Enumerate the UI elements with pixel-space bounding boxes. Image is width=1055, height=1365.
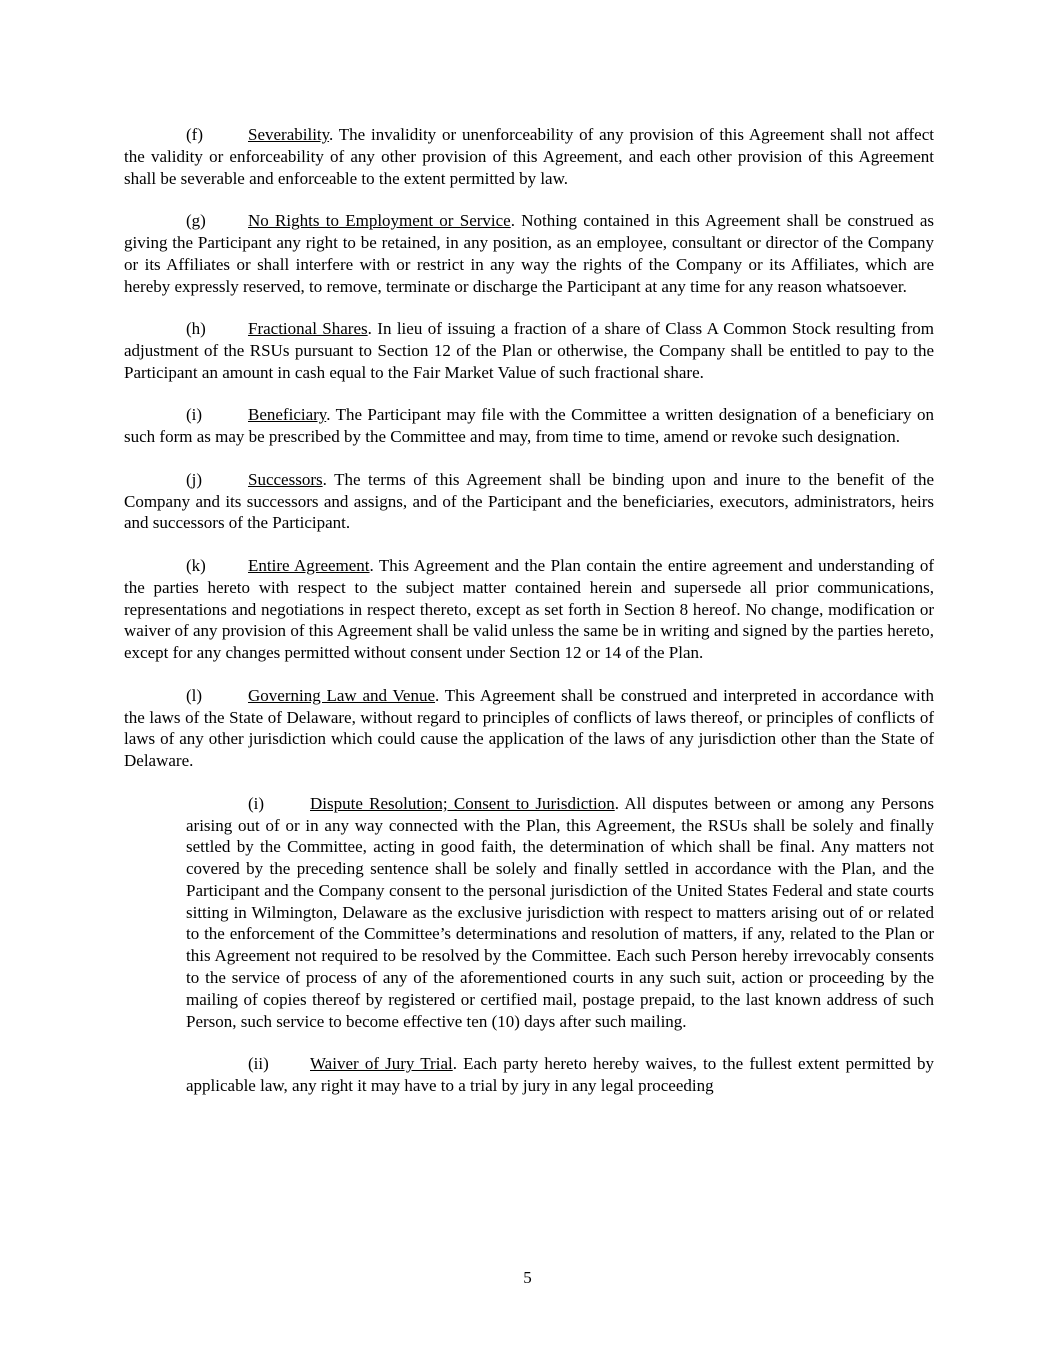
- section-marker: (l): [186, 685, 203, 705]
- section-marker: (j): [186, 469, 203, 489]
- section-heading: Fractional Shares: [248, 319, 368, 339]
- section-governing-law: [124, 685, 934, 772]
- section-heading: Successors: [248, 469, 323, 489]
- section-text: . This Agreement and the Plan contain the entire agreement and understanding of the parties hereto with respect to the subject matter contained herein and supersede all prior communications, representations and negotiations in respect thereto, except as set forth in Section 8 hereof. No change, modification or waiver of any provision of this Agreement shall be valid unless the same be in writing and signed by the parties hereto, except for any changes permitted without consent under Section 12 or 14 of the Plan.: [124, 555, 934, 663]
- subsection-text: . Each party hereto hereby waives, to the fullest extent permitted by applicable law, any right it may have to a trial by jury in any legal proceeding: [186, 1054, 934, 1096]
- section-text: . The Participant may file with the Committee a written designation of a beneficiary on such form as may be prescribed by the Committee and may, from time to time, amend or revoke such designation.: [124, 405, 934, 447]
- subsection-marker: (ii): [248, 1054, 269, 1074]
- section-marker: (h): [186, 319, 206, 339]
- subsection-waiver-of-jury-trial: [186, 1053, 934, 1097]
- section-heading: Beneficiary: [248, 405, 327, 425]
- page-number: 5: [523, 1268, 532, 1287]
- section-fractional-shares: [124, 318, 934, 383]
- section-beneficiary: [124, 404, 934, 448]
- section-text: . In lieu of issuing a fraction of a share of Class A Common Stock resulting from adjustment of the RSUs pursuant to Section 12 of the Plan or otherwise, the Company shall be entitled to pay to the Participant an amount in cash equal to the Fair Market Value of such fractional share.: [124, 319, 934, 382]
- section-marker: (g): [186, 211, 206, 231]
- section-text: . Nothing contained in this Agreement shall be construed as giving the Participant any right to be retained, in any position, as an employee, consultant or director of the Company or its Affiliates or shall interfere with or restrict in any way the rights of the Company or its Affiliates, which are hereby expressly reserved, to remove, terminate or discharge the Participant at any time for any reason whatsoever.: [124, 211, 935, 296]
- section-heading: Entire Agreement: [248, 555, 370, 575]
- section-text: . The terms of this Agreement shall be binding upon and inure to the benefit of the Company and its successors and assigns, and of the Participant and the beneficiaries, executors, administrators, heirs and successors of the Participant.: [124, 469, 934, 533]
- section-no-rights-to-employment: [124, 210, 934, 297]
- section-heading: Governing Law and Venue: [248, 685, 436, 705]
- subsection-text: . All disputes between or among any Persons arising out of or in any way connected with the Plan, this Agreement, the RSUs shall be solely and finally settled by the Committee, acting in good faith, the determination of which shall be final. Any matters not covered by the preceding sentence shall be solely and finally settled in accordance with the Plan, and the Participant and the Company consent to the personal jurisdiction of the United States Federal and state courts sitting in Wilmington, Delaware as the exclusive jurisdiction with respect to matters arising out of or related to the enforcement of the Committee’s determinations and resolution of matters, if any, related to the Plan or this Agreement not required to be resolved by the Committee. Each such Person hereby irrevocably consents to the service of process of any of the aforementioned courts in any such suit, action or proceeding by the mailing of copies thereof by registered or certified mail, postage prepaid, to the last known address of such Person, such service to become effective ten (10) days after such mailing.: [186, 793, 934, 1031]
- subsection-dispute-resolution: [186, 793, 934, 1033]
- section-severability: [124, 124, 934, 189]
- subsection-heading: Dispute Resolution; Consent to Jurisdiction: [310, 793, 615, 813]
- section-heading: No Rights to Employment or Service: [248, 211, 511, 231]
- section-marker: (k): [186, 555, 206, 575]
- document-page: [124, 124, 934, 1118]
- section-text: . The invalidity or unenforceability of any provision of this Agreement shall not affect the validity or enforceability of any other provision of this Agreement, and each other provision of this Agreement shall be severable and enforceable to the extent permitted by law.: [124, 125, 934, 188]
- section-entire-agreement: [124, 555, 934, 664]
- section-marker: (f): [186, 125, 203, 144]
- section-text: . This Agreement shall be construed and interpreted in accordance with the laws of the State of Delaware, without regard to principles of conflicts of laws thereof, or principles of conflicts of laws of any other jurisdiction which could cause the application of the laws of any jurisdiction other than the State of Delaware.: [124, 685, 934, 771]
- section-successors: [124, 469, 934, 534]
- subsection-marker: (i): [248, 793, 265, 813]
- section-marker: (i): [186, 405, 203, 425]
- section-heading: Severability: [248, 125, 330, 144]
- subsection-heading: Waiver of Jury Trial: [310, 1054, 453, 1074]
